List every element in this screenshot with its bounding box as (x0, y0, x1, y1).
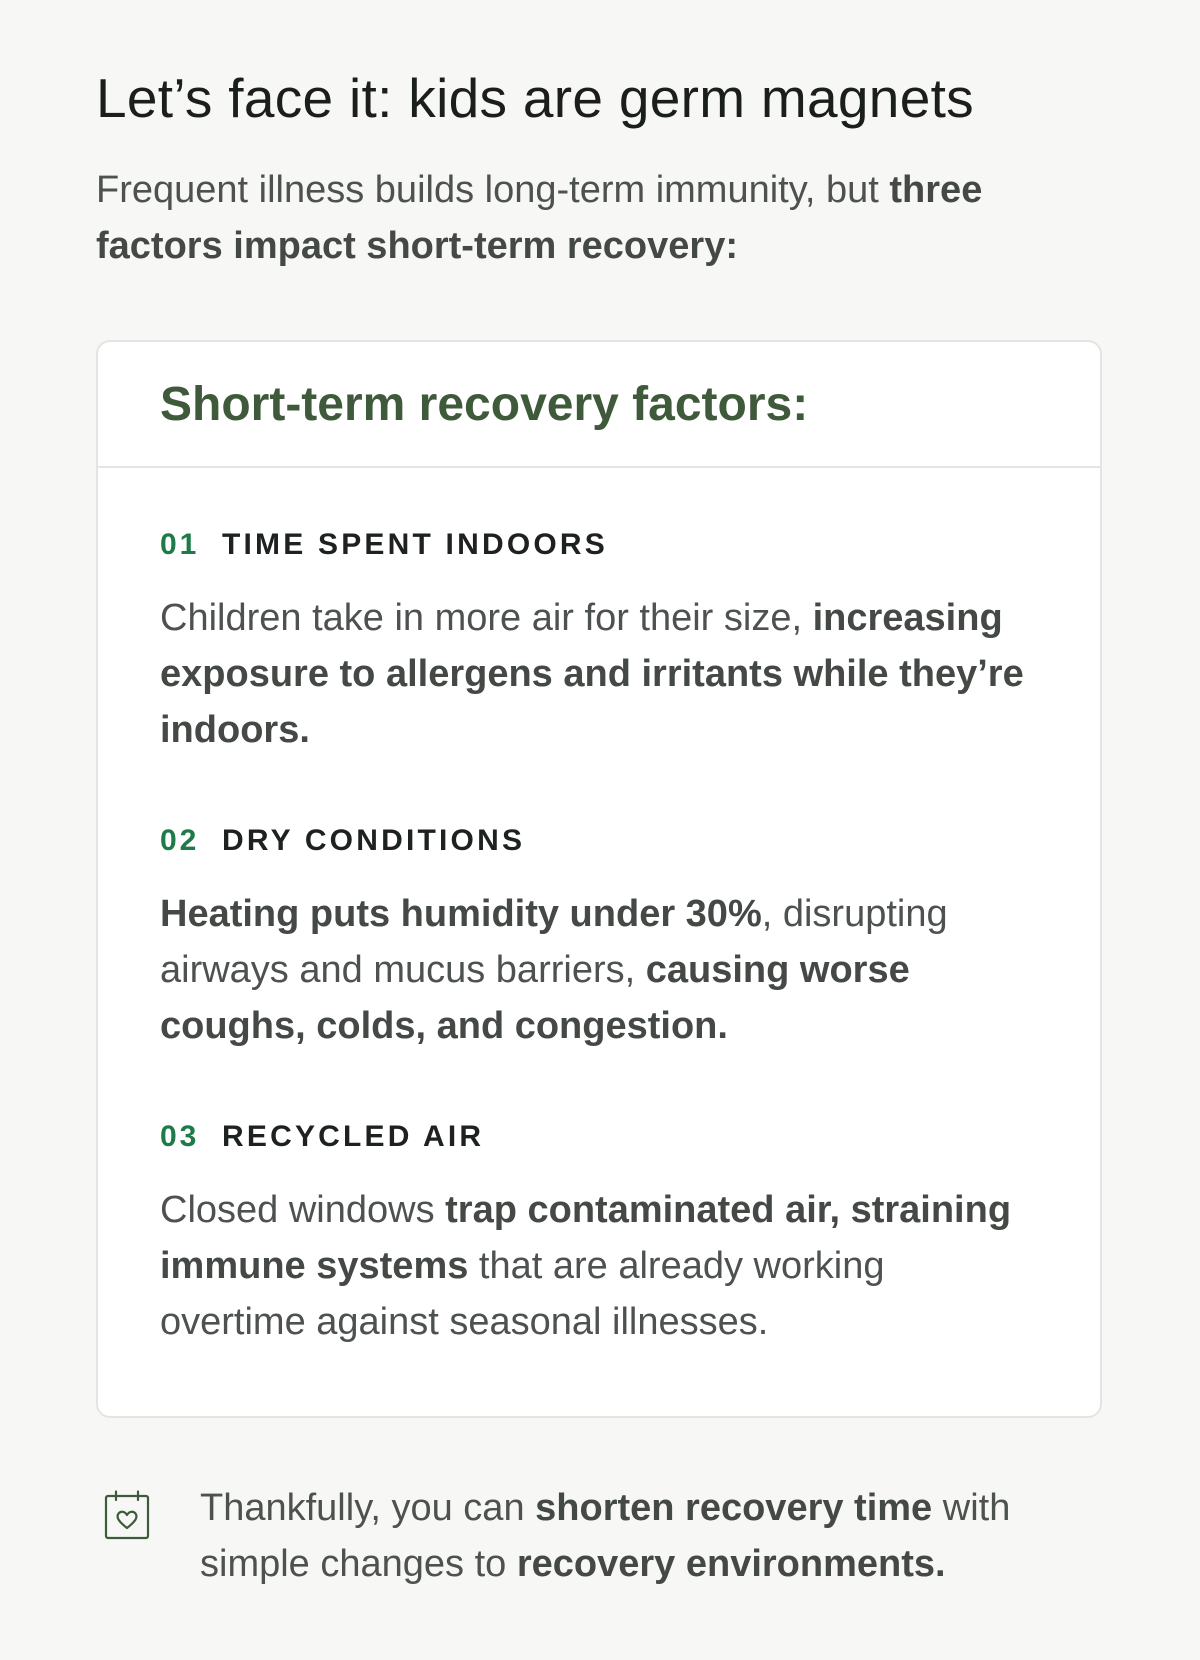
card-title: Short-term recovery factors: (160, 378, 809, 431)
factor-emphasis: increasing exposure to allergens and irritants while they’re indoors. (160, 597, 1024, 751)
footer-note (96, 1480, 1116, 1610)
factor-dry-conditions (160, 824, 1040, 1054)
footer-text-part: with simple changes to (200, 1487, 1011, 1585)
factor-time-spent-indoors (160, 528, 1040, 758)
factor-number: 01 (160, 528, 200, 561)
card-header (98, 342, 1100, 468)
factor-heading (160, 824, 1040, 864)
recovery-factors-card (96, 340, 1102, 1418)
factor-label: TIME SPENT INDOORS (222, 528, 608, 561)
page-title: Let’s face it: kids are germ magnets (96, 67, 974, 129)
factor-description (160, 886, 1040, 1054)
factor-emphasis: trap contaminated air, straining immune systems (160, 1189, 1012, 1287)
footer-text (200, 1480, 1100, 1592)
footer-emphasis: recovery environments. (516, 1543, 946, 1585)
intro-text: Frequent illness builds long-term immunity, but (96, 169, 890, 211)
factor-label: RECYCLED AIR (222, 1120, 485, 1153)
factor-text: Closed windows (160, 1189, 446, 1231)
intro-emphasis: three factors impact short-term recovery: (96, 169, 983, 267)
factor-number: 03 (160, 1120, 200, 1153)
factor-description (160, 1182, 1040, 1350)
factor-heading (160, 528, 1040, 568)
factor-recycled-air (160, 1120, 1040, 1350)
footer-text-part: Thankfully, you can (200, 1487, 536, 1529)
footer-emphasis: shorten recovery time (535, 1487, 933, 1529)
factor-text: that are already working overtime against seasonal illnesses. (160, 1245, 885, 1343)
factor-number: 02 (160, 824, 200, 857)
factor-description (160, 590, 1040, 758)
factor-emphasis: Heating puts humidity under 30% (160, 893, 762, 935)
factor-text: Children take in more air for their size, (160, 597, 813, 639)
factor-label: DRY CONDITIONS (222, 824, 526, 857)
calendar-heart-icon (104, 1490, 150, 1540)
factor-heading (160, 1120, 1040, 1160)
factor-text: , disrupting airways and mucus barriers, (160, 893, 948, 991)
factor-emphasis: causing worse coughs, colds, and congestion. (160, 949, 910, 1047)
intro-paragraph (96, 162, 1116, 274)
